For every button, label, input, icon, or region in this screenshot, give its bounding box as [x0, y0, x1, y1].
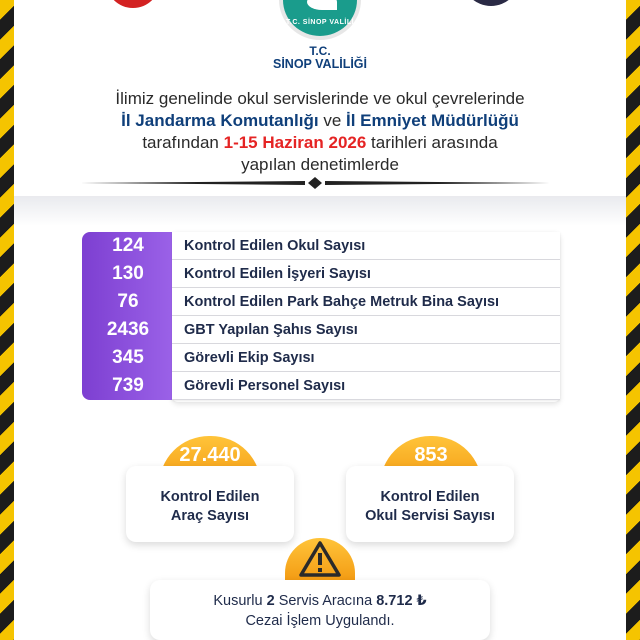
row-value: 124	[112, 235, 144, 256]
intro-tarafindan: tarafından	[142, 133, 219, 152]
row-value: 76	[117, 291, 139, 312]
penalty-amount: 8.712 ₺	[376, 593, 427, 609]
hazard-stripe-left	[0, 0, 14, 640]
vehicles-label-line2: Araç Sayısı	[170, 508, 250, 524]
stats-table	[82, 232, 560, 400]
table-row	[82, 316, 560, 344]
intro-text	[40, 88, 600, 176]
intro-ve: ve	[323, 111, 342, 130]
org-jandarma: İl Jandarma Komutanlığı	[121, 111, 319, 130]
row-value: 130	[112, 263, 144, 284]
buses-label-line2: Okul Servisi Sayısı	[365, 508, 495, 524]
valilik-title: SİNOP VALİLİĞİ	[273, 57, 367, 71]
penalty-pre: Kusurlu	[213, 593, 263, 609]
row-value: 739	[112, 375, 144, 396]
buses-stat-label	[346, 488, 514, 526]
ornamental-divider	[80, 176, 550, 190]
vehicles-badge: 27.440	[159, 436, 261, 486]
buses-badge: 853	[380, 436, 482, 486]
row-label: Görevli Ekip Sayısı	[172, 344, 560, 372]
penalty-mid: Servis Aracına	[278, 593, 373, 609]
intro-dates: 1-15 Haziran 2026	[223, 133, 367, 152]
buses-stat-card	[346, 466, 514, 542]
row-value: 345	[112, 347, 144, 368]
logo-text: T.C. SİNOP VALİLİ	[285, 19, 355, 26]
tc-label: T.C.	[309, 44, 331, 58]
buses-label-line1: Kontrol Edilen	[380, 489, 480, 505]
warning-icon	[298, 540, 342, 578]
vehicles-label-line1: Kontrol Edilen	[160, 489, 260, 505]
row-label: Kontrol Edilen İşyeri Sayısı	[172, 260, 560, 288]
table-row	[82, 372, 560, 400]
intro-tarihleri: tarihleri arasında	[371, 133, 498, 152]
bird-icon	[307, 0, 337, 10]
penalty-count: 2	[266, 593, 275, 609]
intro-line4: yapılan denetimlerde	[241, 155, 399, 174]
table-row	[82, 260, 560, 288]
penalty-card	[150, 580, 490, 640]
intro-line2	[40, 110, 600, 132]
hazard-stripe-right	[626, 0, 640, 640]
table-row	[82, 288, 560, 316]
penalty-line2: Cezai İşlem Uygulandı.	[245, 613, 395, 629]
row-label: GBT Yapılan Şahıs Sayısı	[172, 316, 560, 344]
penalty-line1	[150, 591, 490, 611]
row-label: Kontrol Edilen Okul Sayısı	[172, 232, 560, 260]
table-row	[82, 344, 560, 372]
vehicles-stat-card	[126, 466, 294, 542]
intro-line1: İlimiz genelinde okul servislerinde ve okul çevrelerinde	[115, 89, 525, 108]
row-value: 2436	[106, 319, 150, 340]
row-label: Görevli Personel Sayısı	[172, 372, 560, 400]
vehicles-stat-label	[126, 488, 294, 526]
intro-line3	[40, 132, 600, 154]
table-row	[82, 232, 560, 260]
section-shadow	[14, 196, 626, 226]
org-emniyet: İl Emniyet Müdürlüğü	[346, 111, 519, 130]
row-label: Kontrol Edilen Park Bahçe Metruk Bina Sayısı	[172, 288, 560, 316]
